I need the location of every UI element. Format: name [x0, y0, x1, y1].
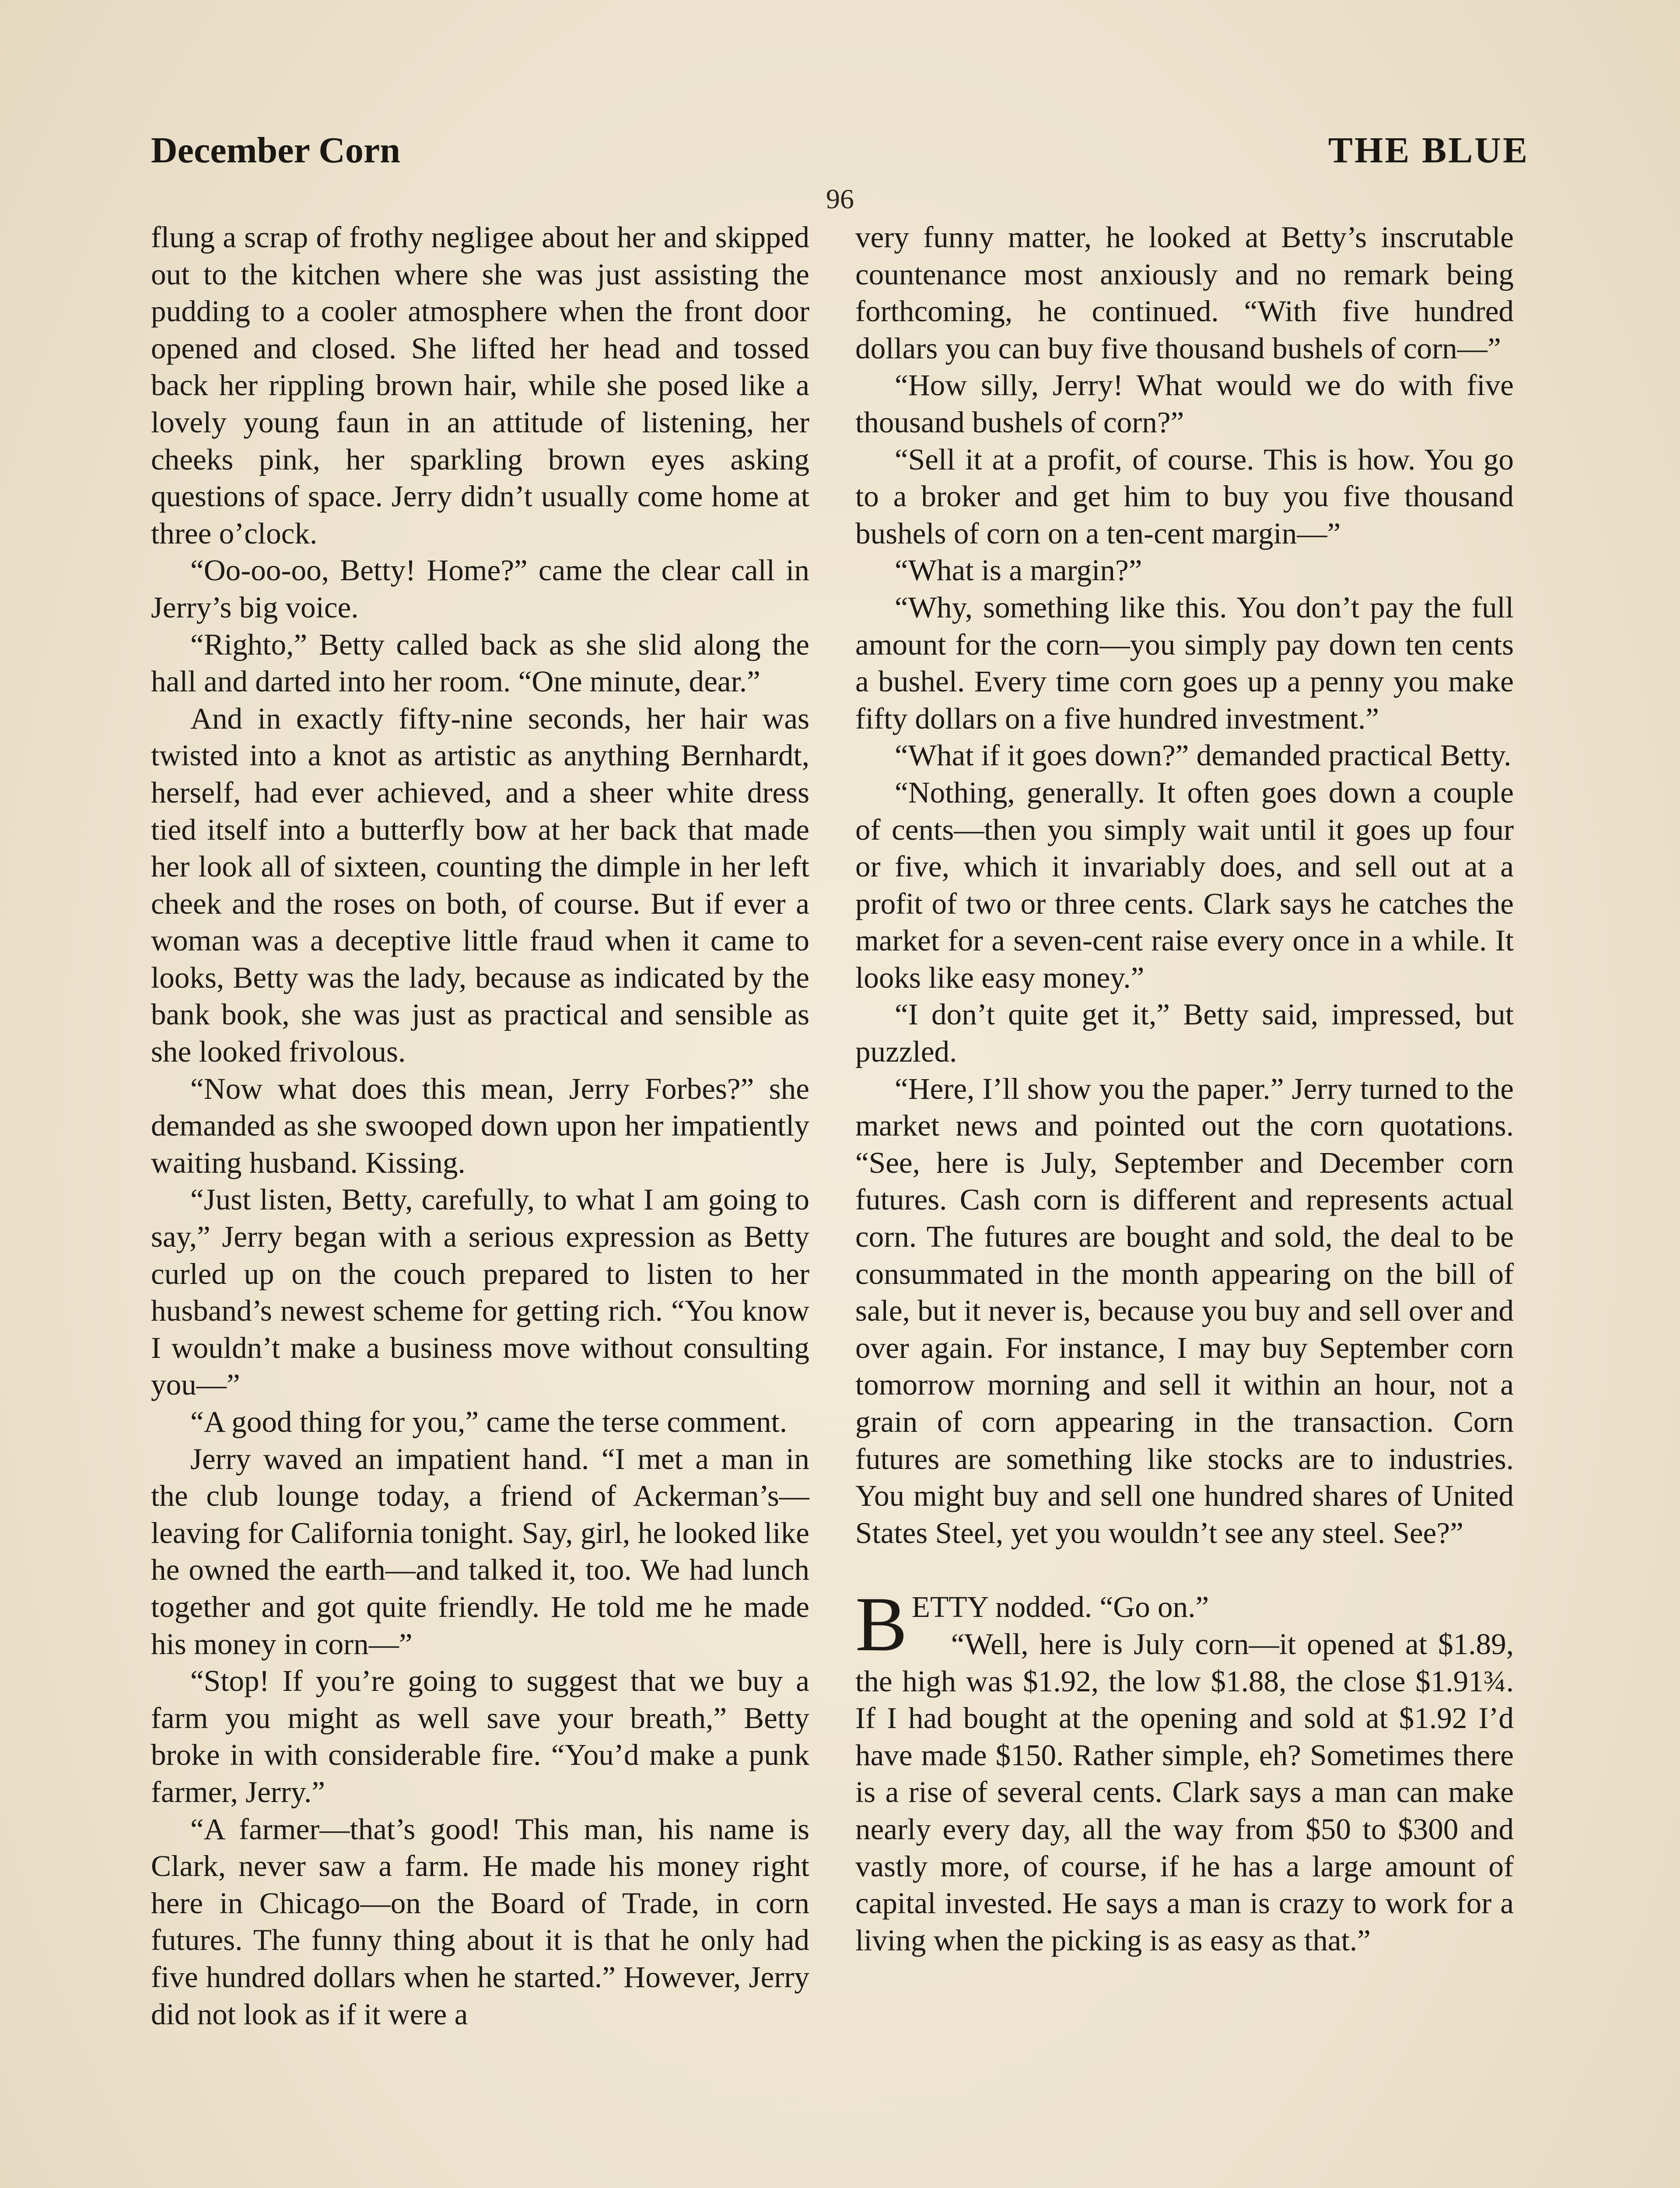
paragraph: Jerry waved an impatient hand. “I met a man in the club lounge today, a friend of Ackerman’s—leaving for California tonight. Say, girl, he looked like he owned the earth—and talked it, too. We had lunch together and got quite friendly. He told me he made his money in corn—”	[151, 1441, 809, 1661]
paragraph: “Here, I’ll show you the paper.” Jerry turned to the market news and pointed out the corn quotations. “See, here is July, September and December corn futures. Cash corn is different and represents actual corn. The futures are bought and sold, the deal to be consummated in the month appearing on the bill of sale, but it never is, because you buy and sell over and over again. For instance, I may buy September corn tomorrow morning and sell it within an hour, not a grain of corn appearing in the transaction. Corn futures are something like stocks are to industries. You might buy and sell one hundred shares of United States Steel, yet you wouldn’t see any steel. See?”	[855, 1071, 1514, 1550]
section-opening-paragraph	[855, 1581, 1514, 1668]
dropcap-rest: ETTY nodded. “Go on.”	[911, 1590, 1209, 1624]
paragraph: “Just listen, Betty, carefully, to what I am going to say,” Jerry began with a serious expression as Betty curled up on the couch prepared to listen to her husband’s newest scheme for getting rich. “You know I wouldn’t make a business move without consulting you—”	[151, 1182, 809, 1402]
paragraph: “Oo-oo-oo, Betty! Home?” came the clear call in Jerry’s big voice.	[151, 553, 809, 624]
paragraph: “Sell it at a profit, of course. This is how. You go to a broker and get him to buy you five thousand bushels of corn on a ten-cent margin—”	[855, 442, 1514, 550]
page-number: 96	[826, 183, 854, 214]
paragraph: “I don’t quite get it,” Betty said, impressed, but puzzled.	[855, 997, 1514, 1069]
paragraph: “A farmer—that’s good! This man, his name is Clark, never saw a farm. He made his money right here in Chicago—on the Board of Trade, in corn futures. The funny thing about it is that he only had five hundred dollars when he started.” However, Jerry did not look as if it were a	[151, 1812, 809, 2031]
left-text-column	[151, 219, 809, 2033]
paragraph: “Now what does this mean, Jerry Forbes?” she demanded as she swooped down upon her impatiently waiting husband. Kissing.	[151, 1071, 809, 1179]
paragraph: “Why, something like this. You don’t pay the full amount for the corn—you simply pay down ten cents a bushel. Every time corn goes up a penny you make fifty dollars on a five hundred investment.”	[855, 590, 1514, 735]
running-header	[151, 129, 1529, 186]
paragraph: “What is a margin?”	[895, 553, 1142, 587]
paragraph: flung a scrap of frothy negligee about her and skipped out to the kitchen where she was just assisting the pudding to a cooler atmosphere when the front door opened and closed. She lifted her head and tossed back her rippling brown hair, while she posed like a lovely young faun in an attitude of listening, her cheeks pink, her sparkling brown eyes asking questions of space. Jerry didn’t usually come home at three o’clock.	[151, 220, 809, 550]
paragraph: “Well, here is July corn—it opened at $1.89, the high was $1.92, the low $1.88, the close $1.91¾. If I had bought at the opening and sold at $1.92 I’d have made $150. Rather simple, eh? Sometimes there is a rise of several cents. Clark says a man can make nearly every day, all the way from $50 to $300 and vastly more, of course, if he has a large amount of capital invested. He says a man is crazy to work for a living when the picking is as easy as that.”	[855, 1627, 1514, 1957]
right-text-column	[855, 219, 1514, 1959]
magazine-title: THE BLUE	[1328, 130, 1529, 171]
paragraph: very funny matter, he looked at Betty’s inscrutable countenance most anxiously and no remark being forthcoming, he continued. “With five hundred dollars you can buy five thousand bushels of corn—”	[855, 220, 1514, 365]
paragraph: “Nothing, generally. It often goes down a couple of cents—then you simply wait until it goes up four or five, which it invariably does, and sell out at a profit of two or three cents. Clark says he catches the market for a seven-cent raise every once in a while. It looks like easy money.”	[855, 775, 1514, 994]
story-title: December Corn	[151, 130, 400, 171]
paragraph: “A good thing for you,” came the terse comment.	[190, 1405, 788, 1438]
paragraph: “What if it goes down?” demanded practical Betty.	[895, 738, 1512, 772]
drop-cap: B	[855, 1581, 907, 1668]
paragraph: “Righto,” Betty called back as she slid along the hall and darted into her room. “One minute, dear.”	[151, 627, 809, 698]
paragraph: And in exactly fifty-nine seconds, her hair was twisted into a knot as artistic as anything Bernhardt, herself, had ever achieved, and a sheer white dress tied itself into a butterfly bow at her back that made her look all of sixteen, counting the dimple in her left cheek and the roses on both, of course. But if ever a woman was a deceptive little fraud when it came to looks, Betty was the lady, because as indicated by the bank book, she was just as practical and sensible as she looked frivolous.	[151, 701, 809, 1069]
paragraph: “How silly, Jerry! What would we do with five thousand bushels of corn?”	[855, 368, 1514, 439]
paragraph: “Stop! If you’re going to suggest that we buy a farm you might as well save your breath,” Betty broke in with considerable fire. “You’d make a punk farmer, Jerry.”	[151, 1664, 809, 1809]
